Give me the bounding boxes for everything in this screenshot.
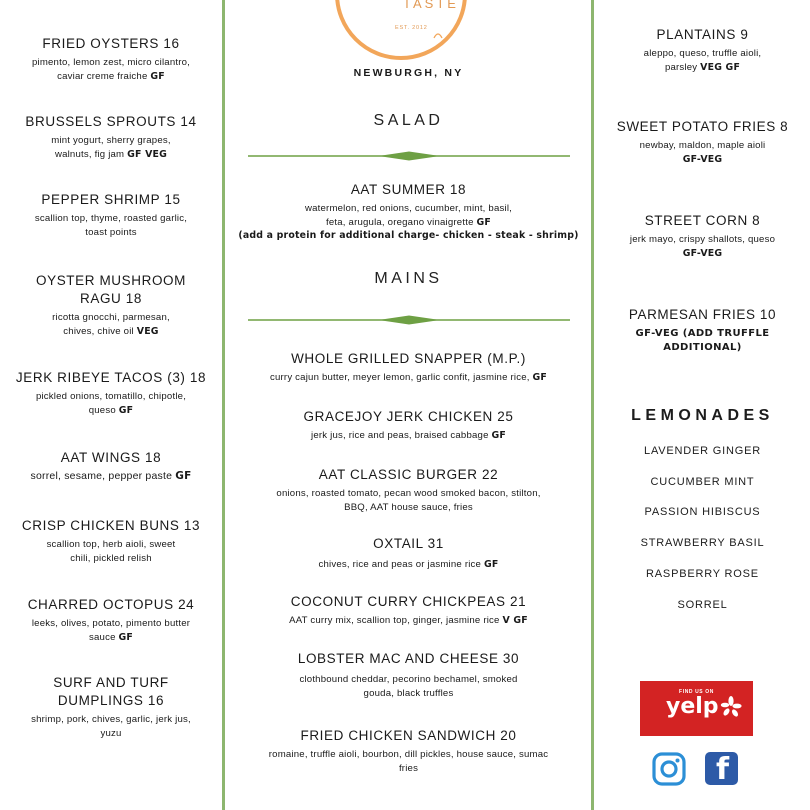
- lemonade-item: RASPBERRY ROSE: [646, 568, 759, 580]
- item-name: AAT WINGS 18: [60, 450, 162, 465]
- item-name: PLANTAINS 9: [656, 27, 749, 42]
- item-description: [595, 327, 810, 354]
- menu-item: [226, 727, 591, 775]
- lemonade-item: SORREL: [677, 599, 728, 611]
- item-name: SWEET POTATO FRIES 8: [616, 119, 789, 134]
- yelp-badge[interactable]: [640, 681, 753, 736]
- yelp-burst-icon: [720, 696, 742, 718]
- item-name: CRISP CHICKEN BUNS 13: [21, 518, 201, 533]
- item-description: jerk mayo, crispy shallots, queso GF-VEG: [629, 234, 776, 259]
- item-description: curry cajun butter, meyer lemon, garlic confit, jasmine rice, GF: [270, 372, 547, 383]
- diet-tag: GF: [118, 404, 134, 416]
- item-name: OXTAIL 31: [373, 536, 444, 551]
- protein-note: (add a protein for additional charge- chicken - steak - shrimp): [238, 230, 579, 241]
- restaurant-logo: [331, 0, 471, 62]
- item-name: FRIED CHICKEN SANDWICH 20: [300, 728, 517, 743]
- item-description: ricotta gnocchi, parmesan, chives, chive oil VEG: [52, 312, 170, 337]
- menu-item: [0, 674, 222, 740]
- diet-tag: VEG: [136, 325, 159, 337]
- menu-item: [595, 212, 810, 260]
- item-description: pickled onions, tomatillo, chipotle, queso GF: [35, 391, 187, 416]
- diet-tag: GF: [118, 631, 133, 643]
- right-column-rule: [591, 0, 594, 810]
- menu-item: [226, 593, 591, 628]
- item-description: onions, roasted tomato, pecan wood smoked bacon, stilton, BBQ, AAT house sauce, fries: [276, 488, 541, 513]
- item-description: chives, rice and peas or jasmine rice GF: [318, 559, 499, 570]
- item-name: WHOLE GRILLED SNAPPER (M.P.): [291, 351, 526, 366]
- item-description: mint yogurt, sherry grapes, walnuts, fig jam GF VEG: [51, 135, 171, 160]
- item-description: leeks, olives, potato, pimento butter sauce GF: [31, 618, 191, 643]
- item-description: romaine, truffle aioli, bourbon, dill pickles, house sauce, sumac fries: [268, 749, 549, 774]
- item-name: PARMESAN FRIES 10: [628, 307, 777, 322]
- menu-item: [0, 369, 222, 417]
- menu-item: [226, 408, 591, 443]
- menu-item: [0, 113, 222, 161]
- item-description: shrimp, pork, chives, garlic, jerk jus, yuzu: [31, 714, 191, 739]
- menu-item: [0, 517, 222, 565]
- lemonade-item: LAVENDER GINGER: [644, 445, 761, 457]
- item-name: STREET CORN 8: [644, 213, 761, 228]
- lemonade-item: CUCUMBER MINT: [650, 476, 755, 488]
- instagram-icon[interactable]: [652, 752, 686, 786]
- lemonade-item: STRAWBERRY BASIL: [640, 537, 765, 549]
- menu-item: [226, 535, 591, 572]
- item-name: PEPPER SHRIMP 15: [41, 192, 181, 207]
- left-column-rule: [222, 0, 225, 810]
- logo-est: EST. 2012: [395, 25, 428, 31]
- item-description: scallion top, thyme, roasted garlic, toast points: [34, 213, 188, 238]
- menu-item: [595, 118, 810, 166]
- menu-item: [595, 26, 810, 74]
- item-description: sorrel, sesame, pepper paste GF: [30, 470, 192, 482]
- item-description: AAT curry mix, scallion top, ginger, jasmine rice V GF: [289, 615, 528, 626]
- menu-item: [226, 181, 591, 243]
- item-name: OYSTER MUSHROOM RAGU 18: [35, 273, 186, 306]
- menu-item: [0, 191, 222, 239]
- diet-tag: GF: [476, 216, 491, 228]
- salad-divider: [248, 151, 570, 161]
- salad-heading: SALAD: [373, 112, 444, 129]
- diet-tag: GF: [491, 430, 506, 441]
- diet-tag: V GF: [502, 615, 528, 626]
- diet-tag: GF-VEG (ADD TRUFFLE ADDITIONAL): [635, 328, 770, 353]
- item-description: aleppo, queso, truffle aioli, parsley VEG GF: [643, 48, 762, 73]
- item-description: newbay, maldon, maple aioli GF-VEG: [639, 140, 766, 165]
- item-name: FRIED OYSTERS 16: [42, 36, 180, 51]
- menu-item: [226, 350, 591, 385]
- item-description: jerk jus, rice and peas, braised cabbage GF: [311, 430, 506, 441]
- diet-tag: GF: [175, 470, 192, 482]
- item-description: scallion top, herb aioli, sweet chili, pickled relish: [46, 539, 176, 564]
- item-name: BRUSSELS SPROUTS 14: [25, 114, 197, 129]
- lemonade-item: PASSION HIBISCUS: [644, 506, 761, 518]
- item-name: JERK RIBEYE TACOS (3) 18: [15, 370, 207, 385]
- item-name: LOBSTER MAC AND CHEESE 30: [297, 651, 520, 666]
- diet-tag: GF: [150, 70, 165, 82]
- item-name: CHARRED OCTOPUS 24: [27, 597, 195, 612]
- mains-divider: [248, 315, 570, 325]
- item-description: pimento, lemon zest, micro cilantro, caviar creme fraiche GF: [31, 57, 191, 82]
- yelp-wordmark: yelp: [666, 694, 719, 719]
- item-name: GRACEJOY JERK CHICKEN 25: [303, 409, 514, 424]
- item-name: COCONUT CURRY CHICKPEAS 21: [290, 594, 527, 609]
- diet-tag: GF VEG: [127, 148, 168, 160]
- menu-item: [0, 449, 222, 484]
- yelp-find-text: FIND US ON: [679, 689, 714, 695]
- item-description: watermelon, red onions, cucumber, mint, basil, feta, arugula, oregano vinaigrette GF (add a protein for additional charge- chicken - steak - shrimp): [238, 203, 579, 241]
- city-label: NEWBURGH, NY: [353, 67, 464, 79]
- menu-item: [0, 596, 222, 644]
- logo-text: TASTE: [403, 0, 459, 11]
- menu-item: [595, 306, 810, 354]
- item-name: SURF AND TURF DUMPLINGS 16: [53, 675, 169, 708]
- mains-heading: MAINS: [374, 270, 443, 287]
- menu-item: [226, 466, 591, 514]
- diet-tag: GF: [532, 372, 547, 383]
- facebook-icon[interactable]: f: [705, 752, 738, 785]
- item-name: AAT CLASSIC BURGER 22: [318, 467, 499, 482]
- item-name: AAT SUMMER 18: [350, 182, 467, 197]
- diet-tag: GF: [483, 559, 499, 570]
- item-description: clothbound cheddar, pecorino bechamel, smoked gouda, black truffles: [299, 674, 518, 699]
- menu-item: [0, 35, 222, 83]
- menu-item: [0, 272, 222, 338]
- menu-item: [226, 650, 591, 700]
- diet-tag: GF-VEG: [682, 153, 723, 165]
- lemonades-heading: LEMONADES: [631, 407, 774, 424]
- diet-tag: VEG GF: [700, 61, 741, 73]
- diet-tag: GF-VEG: [682, 247, 723, 259]
